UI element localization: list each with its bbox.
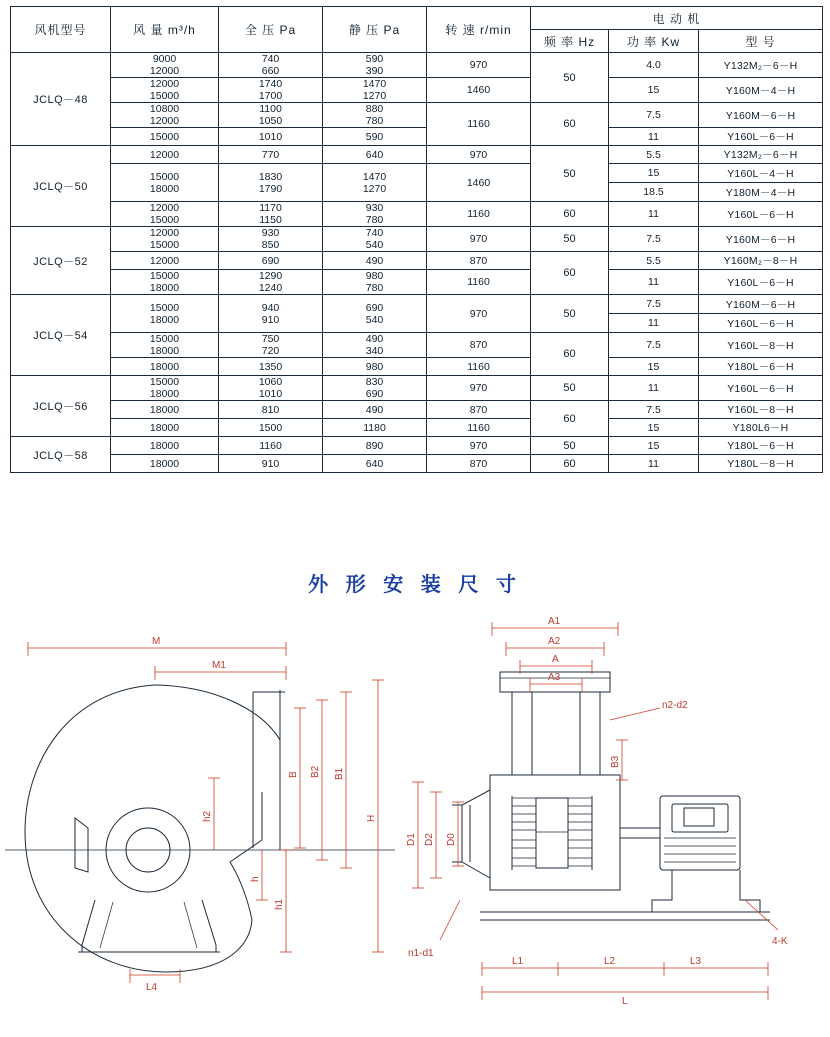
cell-frequency: 50 [531, 227, 609, 252]
cell-frequency: 50 [531, 146, 609, 202]
spec-table-wrapper [10, 6, 822, 473]
cell-speed: 970 [427, 376, 531, 401]
cell-speed: 970 [427, 227, 531, 252]
cell-motor-model: Y132M₂－6－H [699, 53, 823, 78]
cell-motor-model: Y160L－8－H [699, 333, 823, 358]
cell-total-pressure: 1010 [219, 128, 323, 146]
table-row [11, 164, 823, 183]
cell-total-pressure: 690 [219, 252, 323, 270]
cell-motor-model: Y160L－6－H [699, 376, 823, 401]
cell-static-pressure: 490 [323, 401, 427, 419]
cell-model: JCLQ－50 [11, 146, 111, 227]
cell-total-pressure: 740 660 [219, 53, 323, 78]
th-motor-model: 型 号 [699, 30, 823, 53]
cell-frequency: 60 [531, 252, 609, 295]
left-view-dimensions [28, 636, 384, 993]
dim-label-L4: L4 [146, 982, 158, 993]
right-view-fan-motor [452, 672, 770, 920]
cell-flow: 9000 12000 [111, 53, 219, 78]
fan-spec-table [10, 6, 823, 473]
cell-static-pressure: 890 [323, 437, 427, 455]
th-motor-group: 电 动 机 [531, 7, 823, 30]
drawing-svg [0, 600, 830, 1030]
th-flow: 风 量 m³/h [111, 7, 219, 53]
cell-speed: 870 [427, 252, 531, 270]
cell-power: 4.0 [609, 53, 699, 78]
cell-motor-model: Y180L－8－H [699, 455, 823, 473]
cell-total-pressure: 1290 1240 [219, 270, 323, 295]
cell-frequency: 60 [531, 455, 609, 473]
cell-power: 11 [609, 270, 699, 295]
table-row [11, 146, 823, 164]
cell-model: JCLQ－56 [11, 376, 111, 437]
table-row [11, 53, 823, 78]
cell-motor-model: Y160M－4－H [699, 78, 823, 103]
dim-label-4-K: 4-K [772, 936, 788, 947]
table-row [11, 376, 823, 401]
cell-power: 15 [609, 78, 699, 103]
cell-speed: 1160 [427, 270, 531, 295]
dim-label-H: H [366, 814, 377, 822]
cell-power: 7.5 [609, 333, 699, 358]
cell-motor-model: Y180M－4－H [699, 183, 823, 202]
table-row [11, 270, 823, 295]
cell-speed: 870 [427, 401, 531, 419]
dim-label-M: M [152, 636, 161, 647]
table-row [11, 455, 823, 473]
cell-speed: 1460 [427, 78, 531, 103]
th-static-pressure: 静 压 Pa [323, 7, 427, 53]
cell-motor-model: Y180L6－H [699, 419, 823, 437]
section-title: 外 形 安 装 尺 寸 [308, 574, 522, 596]
cell-flow: 12000 15000 [111, 202, 219, 227]
cell-motor-model: Y160L－6－H [699, 128, 823, 146]
cell-power: 11 [609, 376, 699, 401]
cell-static-pressure: 880 780 [323, 103, 427, 128]
cell-speed: 970 [427, 53, 531, 78]
th-speed: 转 速 r/min [427, 7, 531, 53]
cell-power: 15 [609, 164, 699, 183]
cell-static-pressure: 690 540 [323, 295, 427, 333]
cell-motor-model: Y160L－6－H [699, 314, 823, 333]
cell-flow: 15000 18000 [111, 376, 219, 401]
cell-motor-model: Y160L－6－H [699, 270, 823, 295]
cell-total-pressure: 940 910 [219, 295, 323, 333]
cell-motor-model: Y160L－6－H [699, 202, 823, 227]
cell-speed: 970 [427, 146, 531, 164]
cell-speed: 970 [427, 295, 531, 333]
table-row [11, 227, 823, 252]
dim-label-B1: B1 [334, 767, 345, 780]
cell-power: 7.5 [609, 295, 699, 314]
cell-static-pressure: 930 780 [323, 202, 427, 227]
cell-model: JCLQ－48 [11, 53, 111, 146]
cell-frequency: 60 [531, 333, 609, 376]
cell-total-pressure: 750 720 [219, 333, 323, 358]
dim-label-D1: D1 [406, 833, 417, 846]
cell-model: JCLQ－54 [11, 295, 111, 376]
cell-flow: 15000 18000 [111, 333, 219, 358]
table-row [11, 401, 823, 419]
cell-static-pressure: 640 [323, 455, 427, 473]
cell-flow: 15000 [111, 128, 219, 146]
cell-total-pressure: 1500 [219, 419, 323, 437]
cell-power: 7.5 [609, 103, 699, 128]
cell-static-pressure: 980 780 [323, 270, 427, 295]
cell-power: 15 [609, 437, 699, 455]
dim-label-M1: M1 [212, 660, 226, 671]
table-row [11, 358, 823, 376]
cell-flow: 18000 [111, 419, 219, 437]
cell-static-pressure: 740 540 [323, 227, 427, 252]
table-row [11, 252, 823, 270]
dim-label-B3: B3 [610, 755, 621, 768]
th-model: 风机型号 [11, 7, 111, 53]
cell-flow: 12000 15000 [111, 78, 219, 103]
cell-power: 11 [609, 314, 699, 333]
cell-static-pressure: 1470 1270 [323, 164, 427, 202]
cell-motor-model: Y180L－6－H [699, 358, 823, 376]
cell-power: 5.5 [609, 252, 699, 270]
th-power: 功 率 Kw [609, 30, 699, 53]
dim-label-L2: L2 [604, 956, 616, 967]
cell-frequency: 50 [531, 53, 609, 103]
cell-flow: 18000 [111, 455, 219, 473]
cell-frequency: 50 [531, 376, 609, 401]
cell-speed: 1160 [427, 202, 531, 227]
table-row [11, 128, 823, 146]
cell-power: 11 [609, 128, 699, 146]
cell-frequency: 60 [531, 401, 609, 437]
cell-total-pressure: 1170 1150 [219, 202, 323, 227]
cell-power: 18.5 [609, 183, 699, 202]
cell-total-pressure: 1060 1010 [219, 376, 323, 401]
cell-flow: 15000 18000 [111, 295, 219, 333]
cell-flow: 15000 18000 [111, 164, 219, 202]
dim-label-B2: B2 [310, 765, 321, 778]
cell-total-pressure: 770 [219, 146, 323, 164]
dim-label-n1-d1: n1-d1 [408, 948, 434, 959]
cell-total-pressure: 930 850 [219, 227, 323, 252]
cell-motor-model: Y160M－6－H [699, 295, 823, 314]
cell-speed: 870 [427, 455, 531, 473]
cell-total-pressure: 1350 [219, 358, 323, 376]
table-row [11, 78, 823, 103]
cell-static-pressure: 640 [323, 146, 427, 164]
cell-speed: 1160 [427, 358, 531, 376]
th-frequency: 频 率 Hz [531, 30, 609, 53]
cell-static-pressure: 490 340 [323, 333, 427, 358]
dim-label-L: L [622, 996, 628, 1007]
cell-flow: 15000 18000 [111, 270, 219, 295]
dim-label-D0: D0 [446, 833, 457, 846]
cell-flow: 18000 [111, 437, 219, 455]
cell-frequency: 50 [531, 295, 609, 333]
dim-label-L1: L1 [512, 956, 524, 967]
table-header-row-1 [11, 7, 823, 30]
cell-motor-model: Y160L－8－H [699, 401, 823, 419]
cell-static-pressure: 830 690 [323, 376, 427, 401]
cell-power: 7.5 [609, 227, 699, 252]
cell-model: JCLQ－52 [11, 227, 111, 295]
table-row [11, 103, 823, 128]
cell-speed: 870 [427, 333, 531, 358]
cell-power: 15 [609, 419, 699, 437]
cell-motor-model: Y160M－6－H [699, 103, 823, 128]
cell-frequency: 50 [531, 437, 609, 455]
cell-flow: 10800 12000 [111, 103, 219, 128]
right-view-dimensions [406, 616, 788, 1007]
cell-motor-model: Y160M－6－H [699, 227, 823, 252]
th-total-pressure: 全 压 Pa [219, 7, 323, 53]
cell-flow: 18000 [111, 358, 219, 376]
cell-model: JCLQ－58 [11, 437, 111, 473]
cell-total-pressure: 1160 [219, 437, 323, 455]
dim-label-A2: A2 [548, 636, 561, 647]
dim-label-A3: A3 [548, 672, 561, 683]
cell-speed: 1160 [427, 419, 531, 437]
cell-static-pressure: 590 390 [323, 53, 427, 78]
cell-static-pressure: 1180 [323, 419, 427, 437]
left-view-fan-housing [5, 685, 395, 972]
table-body [11, 53, 823, 473]
dim-label-n2-d2: n2-d2 [662, 700, 688, 711]
cell-frequency: 60 [531, 202, 609, 227]
cell-motor-model: Y180L－6－H [699, 437, 823, 455]
cell-static-pressure: 980 [323, 358, 427, 376]
table-row [11, 333, 823, 358]
cell-flow: 18000 [111, 401, 219, 419]
cell-motor-model: Y160L－4－H [699, 164, 823, 183]
cell-flow: 12000 [111, 252, 219, 270]
cell-flow: 12000 15000 [111, 227, 219, 252]
cell-power: 5.5 [609, 146, 699, 164]
table-row [11, 202, 823, 227]
cell-power: 11 [609, 455, 699, 473]
cell-frequency: 60 [531, 103, 609, 146]
cell-flow: 12000 [111, 146, 219, 164]
cell-static-pressure: 590 [323, 128, 427, 146]
cell-total-pressure: 1100 1050 [219, 103, 323, 128]
cell-power: 15 [609, 358, 699, 376]
cell-total-pressure: 1830 1790 [219, 164, 323, 202]
cell-speed: 1460 [427, 164, 531, 202]
cell-motor-model: Y160M₂－8－H [699, 252, 823, 270]
dim-label-h1: h1 [274, 898, 285, 910]
installation-drawing [0, 600, 830, 1030]
cell-speed: 1160 [427, 103, 531, 146]
cell-static-pressure: 490 [323, 252, 427, 270]
dim-label-A1: A1 [548, 616, 561, 627]
cell-power: 7.5 [609, 401, 699, 419]
dim-label-h: h [250, 876, 261, 882]
dim-label-A: A [552, 654, 559, 665]
table-row [11, 419, 823, 437]
cell-power: 11 [609, 202, 699, 227]
cell-total-pressure: 1740 1700 [219, 78, 323, 103]
dim-label-D2: D2 [424, 833, 435, 846]
cell-total-pressure: 910 [219, 455, 323, 473]
cell-static-pressure: 1470 1270 [323, 78, 427, 103]
table-row [11, 437, 823, 455]
table-row [11, 295, 823, 314]
cell-motor-model: Y132M₂－6－H [699, 146, 823, 164]
cell-speed: 970 [427, 437, 531, 455]
dim-label-L3: L3 [690, 956, 702, 967]
dim-label-B: B [288, 771, 299, 778]
cell-total-pressure: 810 [219, 401, 323, 419]
dim-label-h2: h2 [202, 810, 213, 822]
